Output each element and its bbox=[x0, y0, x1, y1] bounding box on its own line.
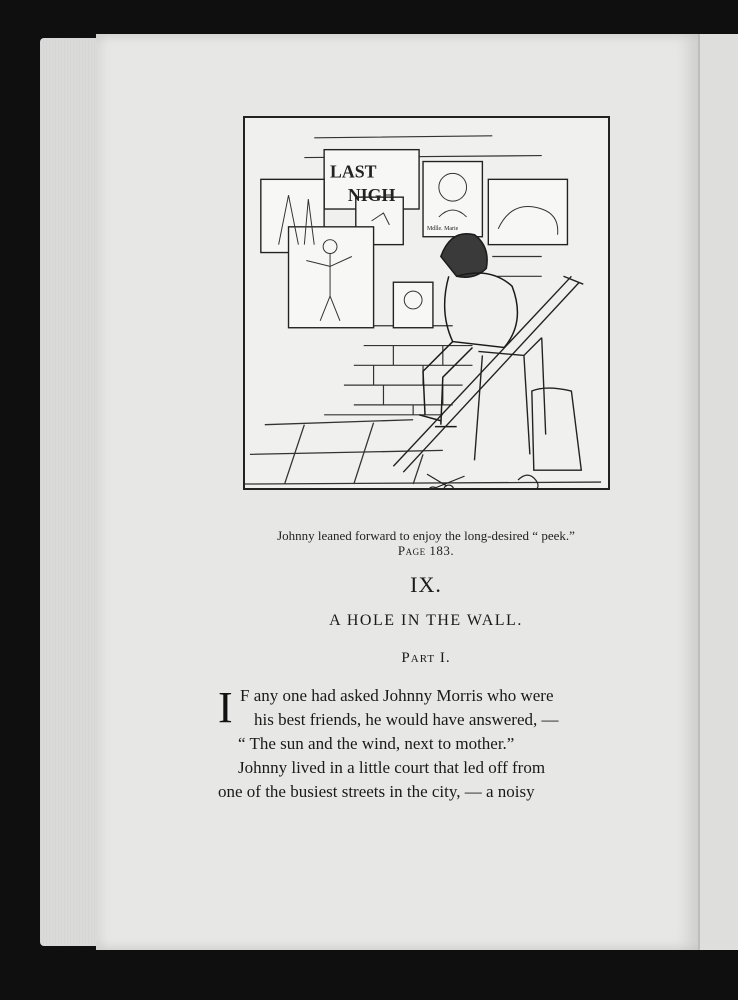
body-line: Johnny lived in a little court that led off from bbox=[238, 758, 546, 777]
poster-caption: Mdlle. Marie bbox=[426, 225, 459, 232]
poster-face bbox=[393, 282, 433, 328]
caption-page-reference: Page 183. bbox=[397, 543, 455, 558]
posters bbox=[261, 150, 568, 328]
body-text bbox=[218, 684, 632, 804]
illustration-caption bbox=[220, 528, 632, 558]
body-line: “ The sun and the wind, next to mother.” bbox=[238, 734, 515, 753]
pavement bbox=[245, 420, 601, 484]
body-line: one of the busiest streets in the city, — a noisy bbox=[218, 782, 535, 801]
poster-headline-2: NIGH bbox=[347, 185, 396, 206]
chapter-number: IX. bbox=[410, 572, 442, 597]
body-line: his best friends, he would have answered, — bbox=[254, 710, 559, 729]
chapter-title: A HOLE IN THE WALL. bbox=[329, 612, 523, 629]
caption-text: Johnny leaned forward to enjoy the long-desired “ peek.” bbox=[277, 528, 575, 543]
poster-soldier bbox=[289, 227, 374, 328]
engraving-illustration bbox=[243, 116, 610, 490]
drop-cap: I bbox=[218, 683, 233, 732]
poster-headline-1: LAST bbox=[330, 161, 377, 182]
facing-page-edge bbox=[698, 34, 738, 950]
part-heading: Part I. bbox=[401, 650, 451, 666]
boy-figure bbox=[419, 234, 517, 427]
illustration-drawing bbox=[245, 118, 608, 488]
poster-elephant bbox=[488, 179, 567, 244]
body-line: F any one had asked Johnny Morris who were bbox=[240, 686, 554, 705]
scissors-and-monogram bbox=[427, 474, 538, 488]
